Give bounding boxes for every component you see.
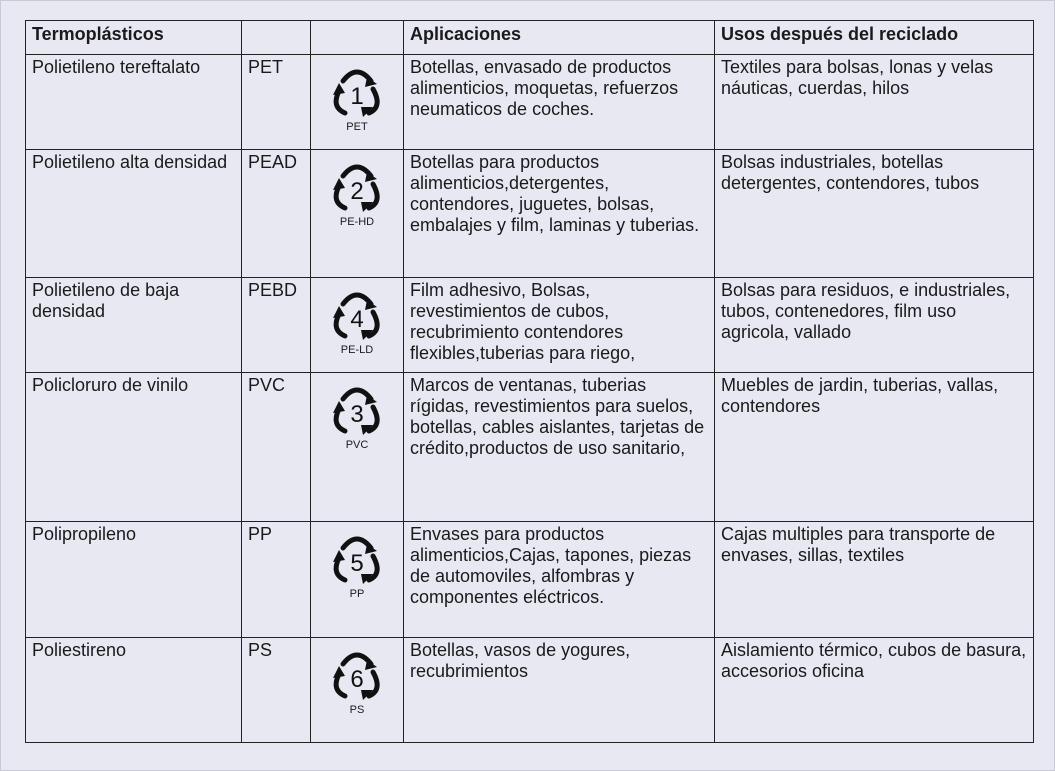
applications-text: Marcos de ventanas, tuberias rígidas, revestimientos para suelos, botellas, cables aislantes, tarjetas de crédito,productos de uso sanitario, bbox=[404, 373, 715, 522]
material-abbreviation: PET bbox=[242, 55, 311, 150]
material-name: Polietileno tereftalato bbox=[26, 55, 242, 150]
recycling-symbol-label: PE-LD bbox=[340, 344, 374, 356]
table-row bbox=[26, 522, 1034, 638]
material-name: Polietileno alta densidad bbox=[26, 150, 242, 278]
recycled-uses-text: Bolsas para residuos, e industriales, tubos, contenedores, film uso agricola, vallado bbox=[715, 278, 1034, 373]
recycling-symbol bbox=[311, 638, 404, 743]
resin-code-number: 1 bbox=[350, 83, 364, 110]
material-name: Polietileno de baja densidad bbox=[26, 278, 242, 373]
material-abbreviation: PEBD bbox=[242, 278, 311, 373]
resin-code-number: 6 bbox=[350, 666, 364, 693]
material-name: Policloruro de vinilo bbox=[26, 373, 242, 522]
material-abbreviation: PVC bbox=[242, 373, 311, 522]
header-recycled-uses: Usos después del reciclado bbox=[715, 21, 1034, 55]
table-row bbox=[26, 278, 1034, 373]
recycling-symbol bbox=[311, 150, 404, 278]
table-row bbox=[26, 638, 1034, 743]
recycled-uses-text: Aislamiento térmico, cubos de basura, accesorios oficina bbox=[715, 638, 1034, 743]
header-material: Termoplásticos bbox=[26, 21, 242, 55]
recycling-symbol bbox=[311, 373, 404, 522]
recycling-triangle-icon bbox=[323, 642, 391, 706]
resin-code-number: 4 bbox=[350, 306, 364, 333]
recycling-triangle-icon bbox=[323, 526, 391, 590]
recycled-uses-text: Cajas multiples para transporte de envases, sillas, textiles bbox=[715, 522, 1034, 638]
recycling-symbol-label: PVC bbox=[345, 439, 369, 451]
recycled-uses-text: Bolsas industriales, botellas detergentes, contendores, tubos bbox=[715, 150, 1034, 278]
recycling-symbol bbox=[311, 278, 404, 373]
recycling-symbol bbox=[311, 522, 404, 638]
recycling-triangle-icon bbox=[323, 154, 391, 218]
recycling-symbol-label: PP bbox=[349, 588, 365, 600]
applications-text: Botellas, envasado de productos alimenticios, moquetas, refuerzos neumaticos de coches. bbox=[404, 55, 715, 150]
material-abbreviation: PEAD bbox=[242, 150, 311, 278]
resin-code-number: 2 bbox=[350, 178, 364, 205]
recycling-triangle-icon bbox=[323, 377, 391, 441]
header-applications: Aplicaciones bbox=[404, 21, 715, 55]
resin-code-number: 3 bbox=[350, 401, 364, 428]
header-abbreviation bbox=[242, 21, 311, 55]
applications-text: Film adhesivo, Bolsas, revestimientos de cubos, recubrimiento contendores flexibles,tuberias para riego, bbox=[404, 278, 715, 373]
recycled-uses-text: Muebles de jardin, tuberias, vallas, contendores bbox=[715, 373, 1034, 522]
header-row bbox=[26, 21, 1034, 55]
material-name: Poliestireno bbox=[26, 638, 242, 743]
recycling-triangle-icon bbox=[323, 282, 391, 346]
header-symbol bbox=[311, 21, 404, 55]
applications-text: Botellas, vasos de yogures, recubrimientos bbox=[404, 638, 715, 743]
recycling-triangle-icon bbox=[323, 59, 391, 123]
material-abbreviation: PP bbox=[242, 522, 311, 638]
thermoplastics-table bbox=[25, 20, 1034, 743]
applications-text: Botellas para productos alimenticios,detergentes, contendores, juguetes, bolsas, embalajes y film, laminas y tuberias. bbox=[404, 150, 715, 278]
recycling-symbol-label: PS bbox=[349, 704, 365, 716]
table-row bbox=[26, 373, 1034, 522]
applications-text: Envases para productos alimenticios,Cajas, tapones, piezas de automoviles, alfombras y componentes eléctricos. bbox=[404, 522, 715, 638]
resin-code-number: 5 bbox=[350, 550, 364, 577]
recycling-symbol bbox=[311, 55, 404, 150]
table-row bbox=[26, 150, 1034, 278]
recycling-symbol-label: PE-HD bbox=[339, 216, 375, 228]
material-abbreviation: PS bbox=[242, 638, 311, 743]
recycling-symbol-label: PET bbox=[346, 121, 368, 133]
table-row bbox=[26, 55, 1034, 150]
material-name: Polipropileno bbox=[26, 522, 242, 638]
recycled-uses-text: Textiles para bolsas, lonas y velas náuticas, cuerdas, hilos bbox=[715, 55, 1034, 150]
